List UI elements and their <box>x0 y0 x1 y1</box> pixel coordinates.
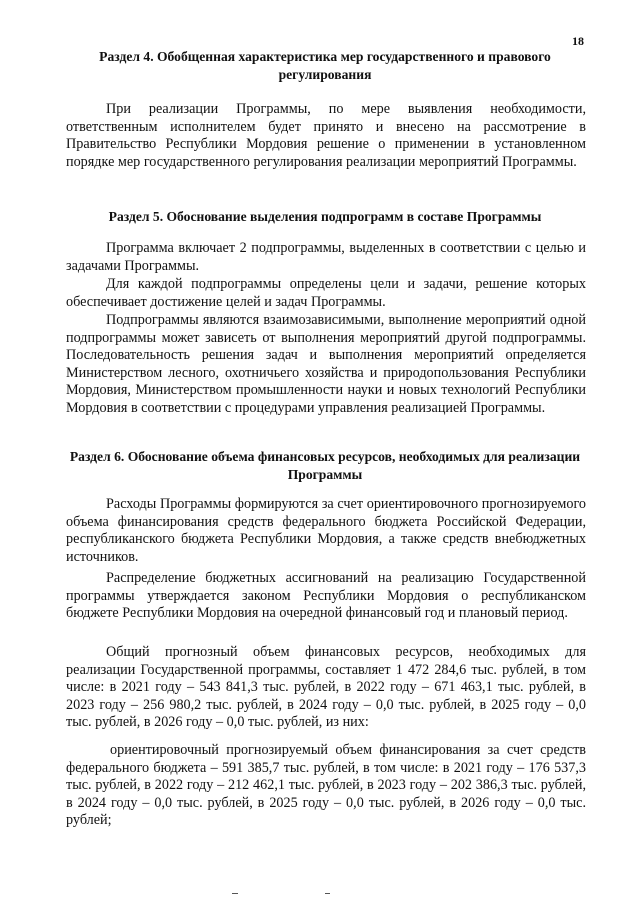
section-4-title: Раздел 4. Обобщенная характеристика мер государственного и правового регулирования <box>99 49 551 82</box>
section-6-paragraph-4: ориентировочный прогнозируемый объем финансирования за счет средств федерального бюджета – 591 385,7 тыс. рублей, в том числе: в 2021 году – 176 537,3 тыс. рублей, в 2022 году – 212 462,1 тыс. рублей, в 2023 году – 202 386,3 тыс. рублей, в 2024 году – 0,0 тыс. рублей, в 2025 году – 0,0 тыс. рублей, в 2026 году – 0,0 тыс. рублей; <box>66 742 586 829</box>
section-6-title: Раздел 6. Обоснование объема финансовых ресурсов, необходимых для реализации Программы <box>69 449 581 482</box>
section-4-paragraph-1: При реализации Программы, по мере выявления необходимости, ответственным исполнителем будет принято и внесено на рассмотрение в Правительство Республики Мордовия решение о применении в установленном порядке мер государственного регулирования реализации мероприятий Программы. <box>66 101 586 170</box>
scan-mark <box>232 893 238 894</box>
page-number: 18 <box>572 34 584 48</box>
section-5-paragraph-2: Для каждой подпрограммы определены цели и задачи, решение которых обеспечивает достижение целей и задач Программы. <box>66 276 586 310</box>
section-6-paragraph-2: Распределение бюджетных ассигнований на реализацию Государственной программы утверждается законом Республики Мордовия о республиканском бюджете Республики Мордовия на очередной финансовый год и плановый период. <box>66 570 586 622</box>
section-5-paragraph-1: Программа включает 2 подпрограммы, выделенных в соответствии с целью и задачами Программы. <box>66 240 586 274</box>
section-5-title: Раздел 5. Обоснование выделения подпрограмм в составе Программы <box>108 209 542 224</box>
section-5-paragraph-3: Подпрограммы являются взаимозависимыми, выполнение мероприятий одной подпрограммы может зависеть от выполнения мероприятий другой подпрограммы. Последовательность решения задач и выполнения мероприятий определяется Министерством лесного, охотничьего хозяйства и природопользования Республики Мордовия, Министерством промышленности науки и новых технологий Республики Мордовия в соответствии с процедурами управления реализацией Программы. <box>66 312 586 416</box>
scan-mark <box>325 893 330 894</box>
section-6-paragraph-1: Расходы Программы формируются за счет ориентировочного прогнозируемого объема финансирования средств федерального бюджета Российской Федерации, республиканского бюджета Республики Мордовия, а также средств внебюджетных источников. <box>66 496 586 565</box>
section-6-paragraph-3: Общий прогнозный объем финансовых ресурсов, необходимых для реализации Государственной программы, составляет 1 472 284,6 тыс. рублей, в том числе: в 2021 году – 543 841,3 тыс. рублей, в 2022 году – 671 463,1 тыс. рублей, в 2023 году – 256 980,2 тыс. рублей, в 2024 году – 0,0 тыс. рублей, в 2025 году – 0,0 тыс. рублей, в 2026 году – 0,0 тыс. рублей, из них: <box>66 644 586 731</box>
